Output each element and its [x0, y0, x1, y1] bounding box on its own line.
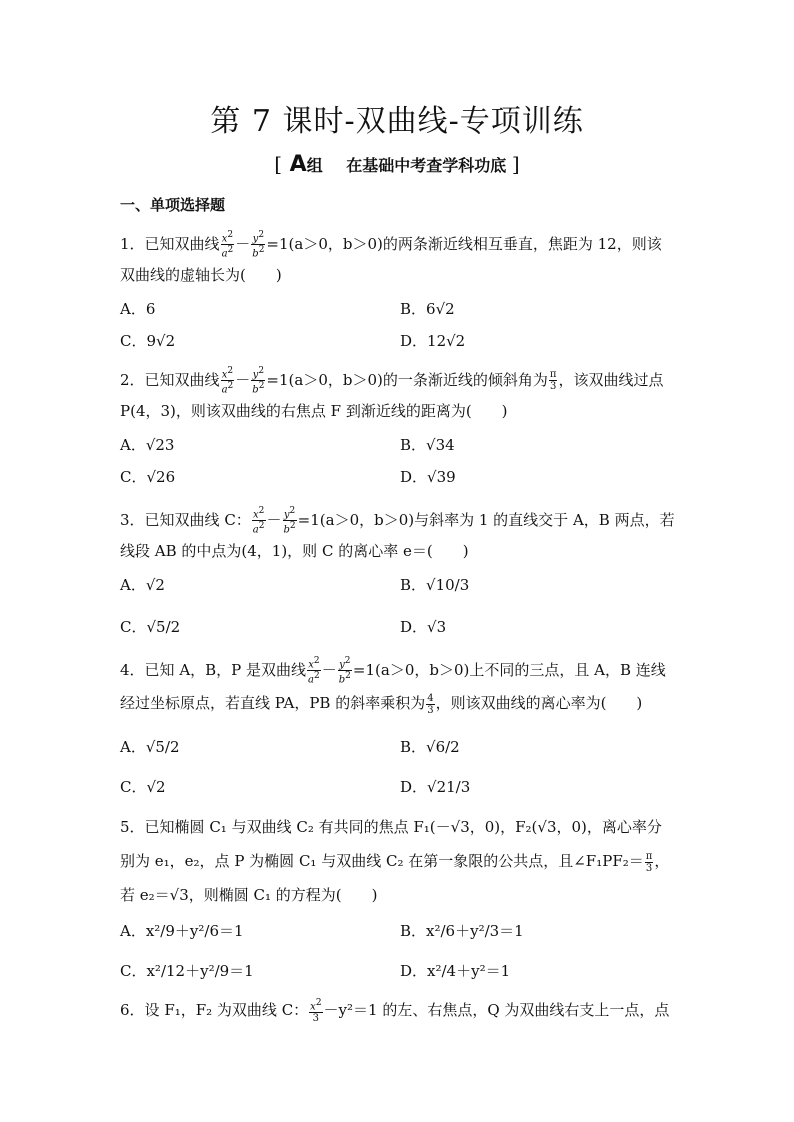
option-a[interactable]: A．√5/2	[120, 738, 180, 756]
option-d[interactable]: D．√3	[400, 618, 447, 636]
group-bracket-close: ]	[511, 152, 520, 176]
option-d[interactable]: D．√21/3	[400, 778, 471, 796]
option-c[interactable]: C．√5/2	[120, 618, 181, 636]
question-text: ，	[654, 852, 670, 870]
option-c[interactable]: C．x²/12＋y²/9＝1	[120, 962, 254, 980]
question-text: －y²＝1 的左、右焦点，Q 为双曲线右支上一点，点	[323, 1001, 670, 1020]
question-text: 已知双曲线	[144, 370, 220, 389]
fraction: $\frac{x^2}{a^2}$	[221, 230, 234, 260]
fraction: $\frac{x^2}{a^2}$	[221, 366, 234, 396]
question-3-line-1: 3．已知双曲线 C： $\frac{x^2}{a^2}$ － $\frac{y^2}{b^2}$ =1(a＞0，b＞0)与斜率为 1 的直线交于 A，B 两点，若	[120, 506, 675, 536]
question-2-line-2: P(4，3)，则该双曲线的右焦点 F 到渐近线的距离为( )	[120, 402, 508, 420]
option-d[interactable]: D．x²/4＋y²＝1	[400, 962, 511, 980]
question-5-line-2	[120, 850, 680, 874]
question-5-line-1	[120, 816, 680, 837]
fraction: $\frac{4}{3}$	[427, 692, 434, 716]
option-b[interactable]: B．√34	[400, 436, 455, 454]
question-6-line-1	[120, 998, 680, 1024]
group-description: 在基础中考查学科功底	[346, 156, 507, 175]
option-a[interactable]: A．x²/9＋y²/6＝1	[120, 922, 244, 940]
question-text: 经过坐标原点，若直线 PA，PB 的斜率乘积为	[120, 694, 426, 712]
fraction: $\frac{y^2}{b^2}$	[252, 230, 265, 260]
question-text: =1(a＞0，b＞0)与斜率为 1 的直线交于 A，B 两点，若	[297, 510, 675, 529]
question-1-line-1: 1．已知双曲线 $\frac{x^2}{a^2}$ － $\frac{y^2}{b^2}$ =1(a＞0，b＞0)的两条渐近线相互垂直，焦距为 12，则该	[120, 230, 662, 260]
question-number: 4．	[120, 660, 145, 679]
group-letter: A	[289, 152, 307, 177]
question-text: ，该双曲线过点	[558, 370, 664, 389]
fraction: $\frac{y^2}{b^2}$	[252, 366, 265, 396]
option-c[interactable]: C．√26	[120, 468, 176, 486]
fraction: $\frac{y^2}{b^2}$	[283, 506, 296, 536]
question-4-line-2	[120, 692, 680, 716]
fraction: $\frac{x^2}{a^2}$	[308, 656, 320, 686]
option-c[interactable]: C．√2	[120, 778, 166, 796]
section-heading: 一、单项选择题	[120, 196, 226, 214]
question-4-line-1: 4．已知 A，B，P 是双曲线 $\frac{x^2}{a^2}$ － $\frac{y^2}{b^2}$ =1(a＞0，b＞0)上不同的三点，且 A，B 连线	[120, 656, 666, 686]
page-title: 第 7 课时-双曲线-专项训练	[210, 104, 584, 139]
group-label: 组	[306, 156, 323, 175]
option-b[interactable]: B．√10/3	[400, 576, 470, 594]
fraction: $\frac{x^2}{a^2}$	[252, 506, 265, 536]
option-d[interactable]: D．√39	[400, 468, 456, 486]
fraction: $\frac{\pi}{3}$	[549, 369, 557, 393]
option-a[interactable]: A．6	[120, 300, 156, 318]
fraction: $\frac{\pi}{3}$	[645, 850, 653, 874]
question-3-line-2: 线段 AB 的中点为(4，1)，则 C 的离心率 e＝( )	[120, 542, 469, 560]
question-text: 已知双曲线	[144, 234, 220, 253]
option-b[interactable]: B．x²/6＋y²/3＝1	[400, 922, 524, 940]
group-heading	[0, 152, 794, 177]
question-1-line-2: 双曲线的虚轴长为( )	[120, 266, 282, 284]
option-b[interactable]: B．6√2	[400, 300, 455, 318]
option-d[interactable]: D．12√2	[400, 332, 466, 350]
fraction: $\frac{y^2}{b^2}$	[338, 656, 351, 686]
group-bracket-open: [	[274, 152, 283, 176]
question-text: ，则该双曲线的离心率为( )	[435, 694, 643, 712]
question-number: 3．	[120, 510, 145, 529]
question-text: 已知 A，B，P 是双曲线	[144, 660, 307, 679]
question-text: 已知双曲线 C：	[144, 510, 251, 529]
fraction: $\frac{x^2}{3}$	[310, 998, 322, 1025]
question-2-line-1: 2．已知双曲线 $\frac{x^2}{a^2}$ － $\frac{y^2}{b^2}$ =1(a＞0，b＞0)的一条渐近线的倾斜角为 $\frac{\pi}{3}$ ，该双曲线过点	[120, 366, 664, 396]
question-5-line-3: 若 e₂＝√3，则椭圆 C₁ 的方程为( )	[120, 886, 378, 904]
question-number: 5．	[120, 818, 145, 836]
option-c[interactable]: C．9√2	[120, 332, 176, 350]
option-a[interactable]: A．√2	[120, 576, 165, 594]
question-text: 已知椭圆 C₁ 与双曲线 C₂ 有共同的焦点 F₁(－√3，0)，F₂(√3，0)，离心率分	[144, 818, 662, 836]
question-text: =1(a＞0，b＞0)的一条渐近线的倾斜角为	[266, 370, 548, 389]
option-a[interactable]: A．√23	[120, 436, 175, 454]
question-number: 6．	[120, 1001, 145, 1020]
question-number: 2．	[120, 370, 145, 389]
question-text: 别为 e₁，e₂，点 P 为椭圆 C₁ 与双曲线 C₂ 在第一象限的公共点，且∠F₁PF₂＝	[120, 852, 644, 870]
question-number: 1．	[120, 234, 145, 253]
question-text: =1(a＞0，b＞0)的两条渐近线相互垂直，焦距为 12，则该	[266, 234, 662, 253]
question-text: 设 F₁，F₂ 为双曲线 C：	[144, 1001, 309, 1020]
option-b[interactable]: B．√6/2	[400, 738, 460, 756]
question-text: =1(a＞0，b＞0)上不同的三点，且 A，B 连线	[352, 660, 666, 679]
